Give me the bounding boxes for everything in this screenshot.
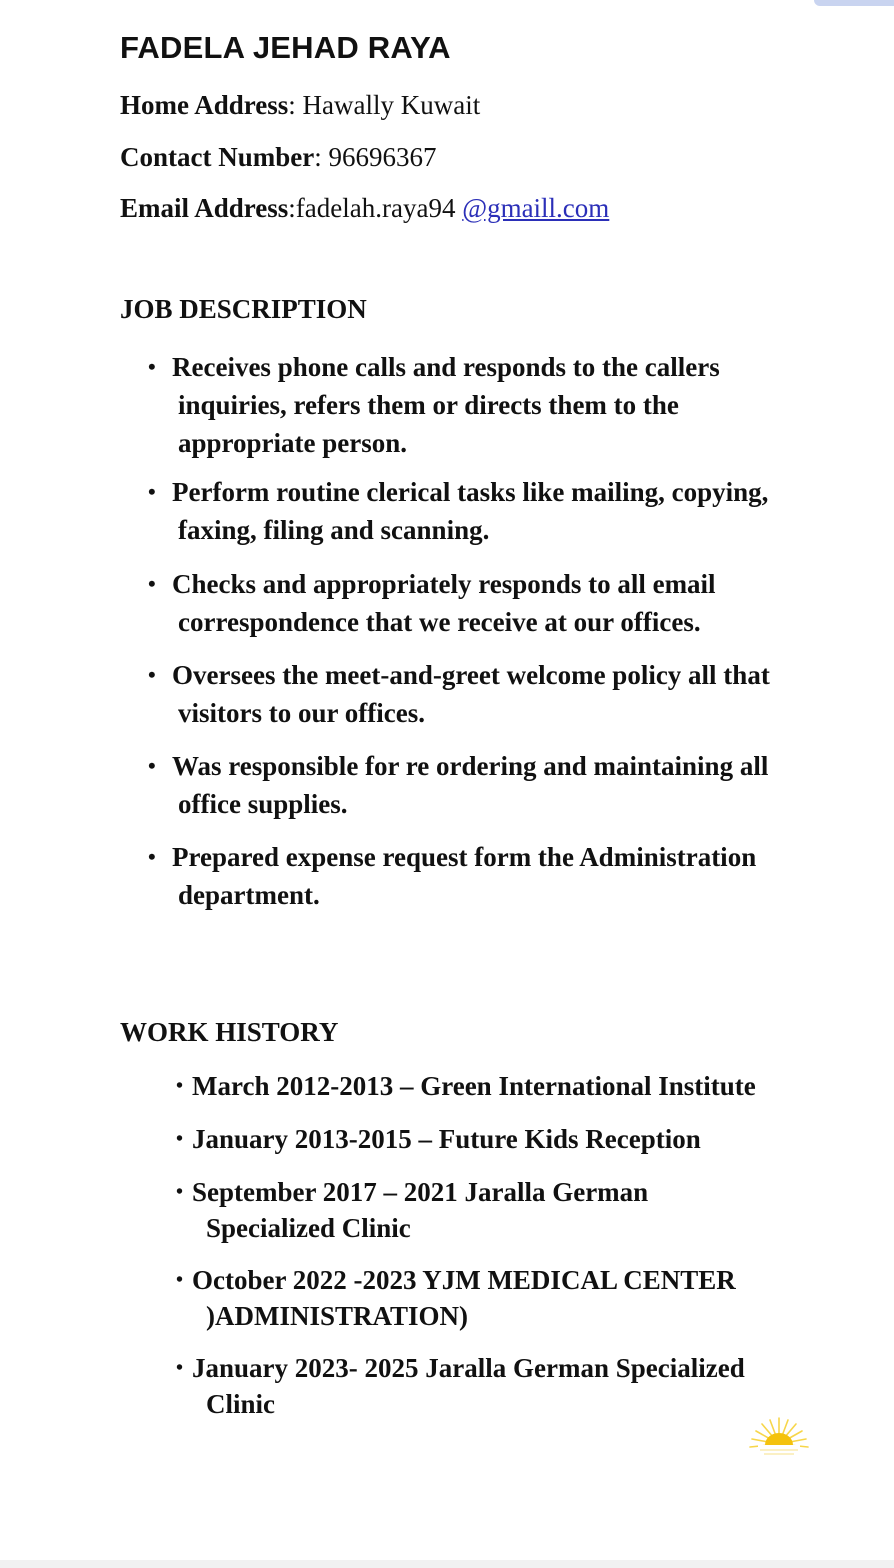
work-history-text — [192, 1121, 836, 1157]
work-history-text — [192, 1350, 836, 1422]
bullet-icon: • — [176, 1128, 184, 1150]
job-description-text — [172, 348, 848, 462]
work-history-item — [176, 1174, 836, 1246]
job-description-line: office supplies. — [178, 789, 348, 819]
job-description-line: department. — [178, 880, 320, 910]
job-description-text — [172, 565, 848, 641]
sun-icon — [748, 1414, 810, 1458]
job-description-line: Oversees the meet-and-greet welcome policy all that — [172, 660, 770, 690]
bullet-icon: • — [148, 753, 156, 778]
work-history-line: October 2022 -2023 YJM MEDICAL CENTER — [192, 1265, 736, 1295]
work-history-line: )ADMINISTRATION) — [206, 1301, 469, 1331]
email-address-prefix: :fadelah.raya94 — [288, 193, 463, 223]
job-description-line: Checks and appropriately responds to all email — [172, 569, 716, 599]
job-description-text — [172, 747, 848, 823]
work-history-text — [192, 1174, 836, 1246]
home-address-label: Home Address — [120, 90, 289, 120]
job-description-line: Receives phone calls and responds to the callers — [172, 352, 720, 382]
work-history-text — [192, 1262, 836, 1334]
work-history-heading: WORK HISTORY — [120, 1017, 339, 1047]
email-address-line — [120, 193, 609, 224]
job-description-text — [172, 656, 848, 732]
email-link[interactable]: @gmaill.com — [462, 193, 610, 223]
work-history-item — [176, 1350, 836, 1422]
bullet-icon: • — [148, 354, 156, 379]
bullet-icon: • — [176, 1357, 184, 1379]
bullet-icon: • — [176, 1269, 184, 1291]
work-history-line: September 2017 – 2021 Jaralla German — [192, 1177, 649, 1207]
job-description-item — [148, 473, 848, 549]
contact-number-line — [120, 142, 437, 173]
job-description-line: inquiries, refers them or directs them to the — [178, 390, 679, 420]
job-description-line: Was responsible for re ordering and maintaining all — [172, 751, 769, 781]
work-history-line: Clinic — [206, 1389, 276, 1419]
work-history-item — [176, 1121, 836, 1157]
resume-name: FADELA JEHAD RAYA — [120, 30, 451, 65]
work-history-line: January 2013-2015 – Future Kids Reception — [192, 1124, 701, 1154]
bullet-icon: • — [148, 662, 156, 687]
work-history-item — [176, 1068, 836, 1104]
job-description-line: faxing, filing and scanning. — [178, 515, 490, 545]
job-description-item — [148, 838, 848, 914]
job-description-line: Perform routine clerical tasks like mailing, copying, — [172, 477, 769, 507]
job-description-line: appropriate person. — [178, 428, 408, 458]
work-history-line: Specialized Clinic — [206, 1213, 411, 1243]
job-description-line: correspondence that we receive at our offices. — [178, 607, 701, 637]
job-description-item — [148, 348, 848, 462]
bullet-icon: • — [176, 1075, 184, 1097]
job-description-heading: JOB DESCRIPTION — [120, 294, 367, 324]
job-description-item — [148, 747, 848, 823]
contact-number-label: Contact Number — [120, 142, 315, 172]
email-address-label: Email Address — [120, 193, 289, 223]
bullet-icon: • — [148, 479, 156, 504]
bullet-icon: • — [148, 571, 156, 596]
job-description-line: Prepared expense request form the Administration — [172, 842, 757, 872]
contact-number-value: : 96696367 — [314, 142, 437, 172]
bullet-icon: • — [148, 844, 156, 869]
job-description-line: visitors to our offices. — [178, 698, 425, 728]
work-history-item — [176, 1262, 836, 1334]
home-address-line — [120, 90, 480, 121]
bullet-icon: • — [176, 1181, 184, 1203]
work-history-line: January 2023- 2025 Jaralla German Specialized — [192, 1353, 745, 1383]
home-address-value: : Hawally Kuwait — [288, 90, 481, 120]
job-description-text — [172, 473, 848, 549]
top-edge-decoration — [814, 0, 894, 6]
work-history-line: March 2012-2013 – Green International Institute — [192, 1071, 756, 1101]
job-description-text — [172, 838, 848, 914]
bottom-edge-decoration — [0, 1560, 894, 1568]
job-description-item — [148, 656, 848, 732]
job-description-item — [148, 565, 848, 641]
work-history-text — [192, 1068, 836, 1104]
